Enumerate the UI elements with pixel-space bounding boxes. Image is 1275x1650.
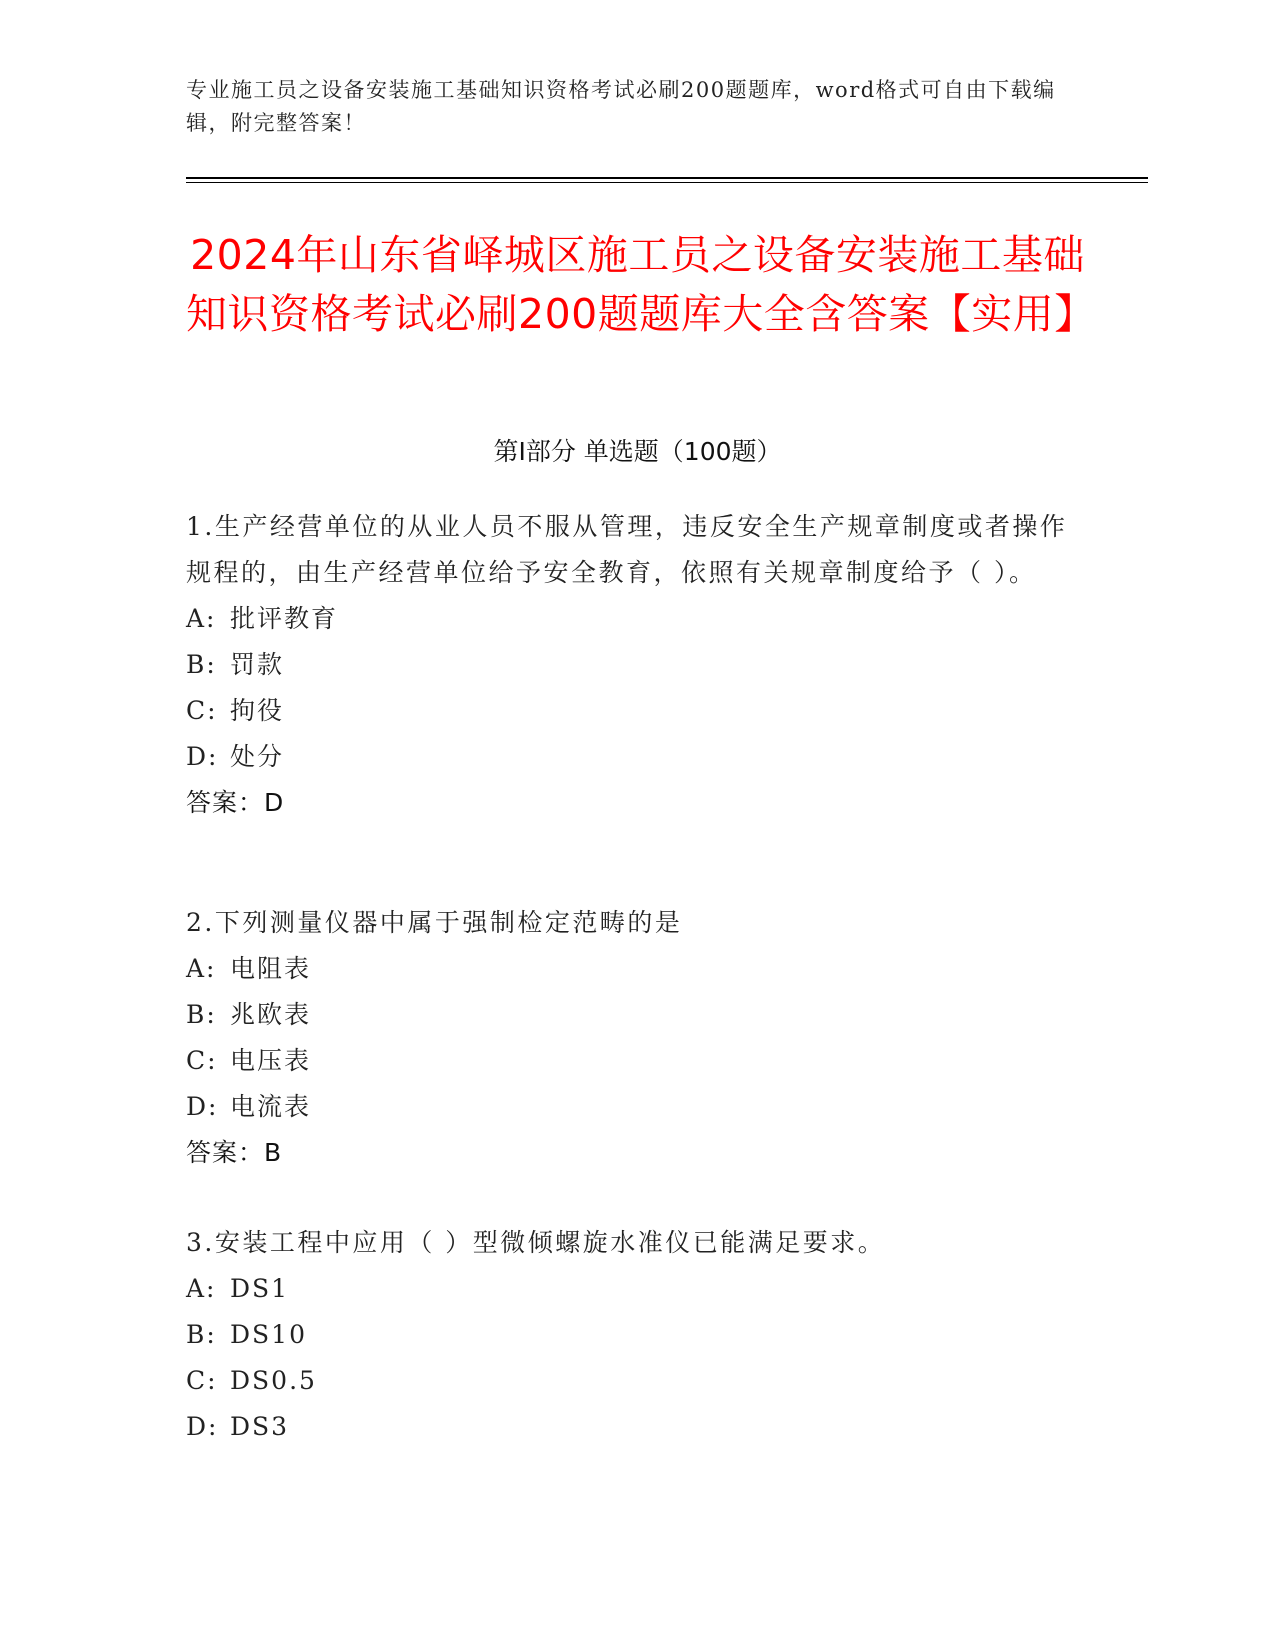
question-3 [186,1220,1086,1450]
option-text: DS3 [230,1412,290,1441]
option-key: C: [186,696,218,725]
option-text: 罚款 [230,650,285,679]
option-b [186,642,1086,688]
question-1 [186,504,1086,826]
option-key: D: [186,742,219,771]
option-key: B: [186,1000,217,1029]
header-divider-thick [186,177,1148,179]
option-text: DS0.5 [230,1366,317,1395]
option-d [186,1084,1086,1130]
option-key: D: [186,1412,219,1441]
option-key: A: [186,1274,217,1303]
option-key: A: [186,954,217,983]
document-title: 2024年山东省峄城区施工员之设备安装施工基础知识资格考试必刷200题题库大全含答案【实用】 [186,231,1096,338]
option-text: 拘役 [230,696,285,725]
option-key: A: [186,604,217,633]
option-a [186,596,1086,642]
section-heading: 第I部分 单选题（100题） [493,437,782,466]
option-text: DS10 [230,1320,307,1349]
header-divider-thin [186,182,1148,183]
answer: 答案：D [186,788,285,817]
question-stem: 1.生产经营单位的从业人员不服从管理，违反安全生产规章制度或者操作规程的，由生产经营单位给予安全教育，依照有关规章制度给予（ ）。 [186,512,1068,587]
option-key: D: [186,1092,219,1121]
question-2 [186,900,1086,1176]
option-d [186,734,1086,780]
option-a [186,946,1086,992]
option-key: C: [186,1046,218,1075]
option-key: B: [186,650,217,679]
option-list [186,596,1086,780]
option-key: C: [186,1366,218,1395]
option-a [186,1266,1086,1312]
option-b [186,992,1086,1038]
option-c [186,688,1086,734]
option-text: DS1 [230,1274,290,1303]
option-list [186,946,1086,1130]
question-stem: 3.安装工程中应用（ ）型微倾螺旋水准仪已能满足要求。 [186,1228,886,1257]
option-text: 电压表 [230,1046,312,1075]
option-text: 电流表 [230,1092,312,1121]
option-text: 处分 [230,742,285,771]
option-b [186,1312,1086,1358]
option-text: 兆欧表 [230,1000,312,1029]
option-key: B: [186,1320,217,1349]
option-list [186,1266,1086,1450]
option-c [186,1038,1086,1084]
option-c [186,1358,1086,1404]
header-note: 专业施工员之设备安装施工基础知识资格考试必刷200题题库，word格式可自由下载编辑，附完整答案！ [186,78,1056,135]
option-text: 批评教育 [230,604,339,633]
option-text: 电阻表 [230,954,312,983]
answer: 答案：B [186,1138,283,1167]
question-stem: 2.下列测量仪器中属于强制检定范畴的是 [186,908,683,937]
option-d [186,1404,1086,1450]
